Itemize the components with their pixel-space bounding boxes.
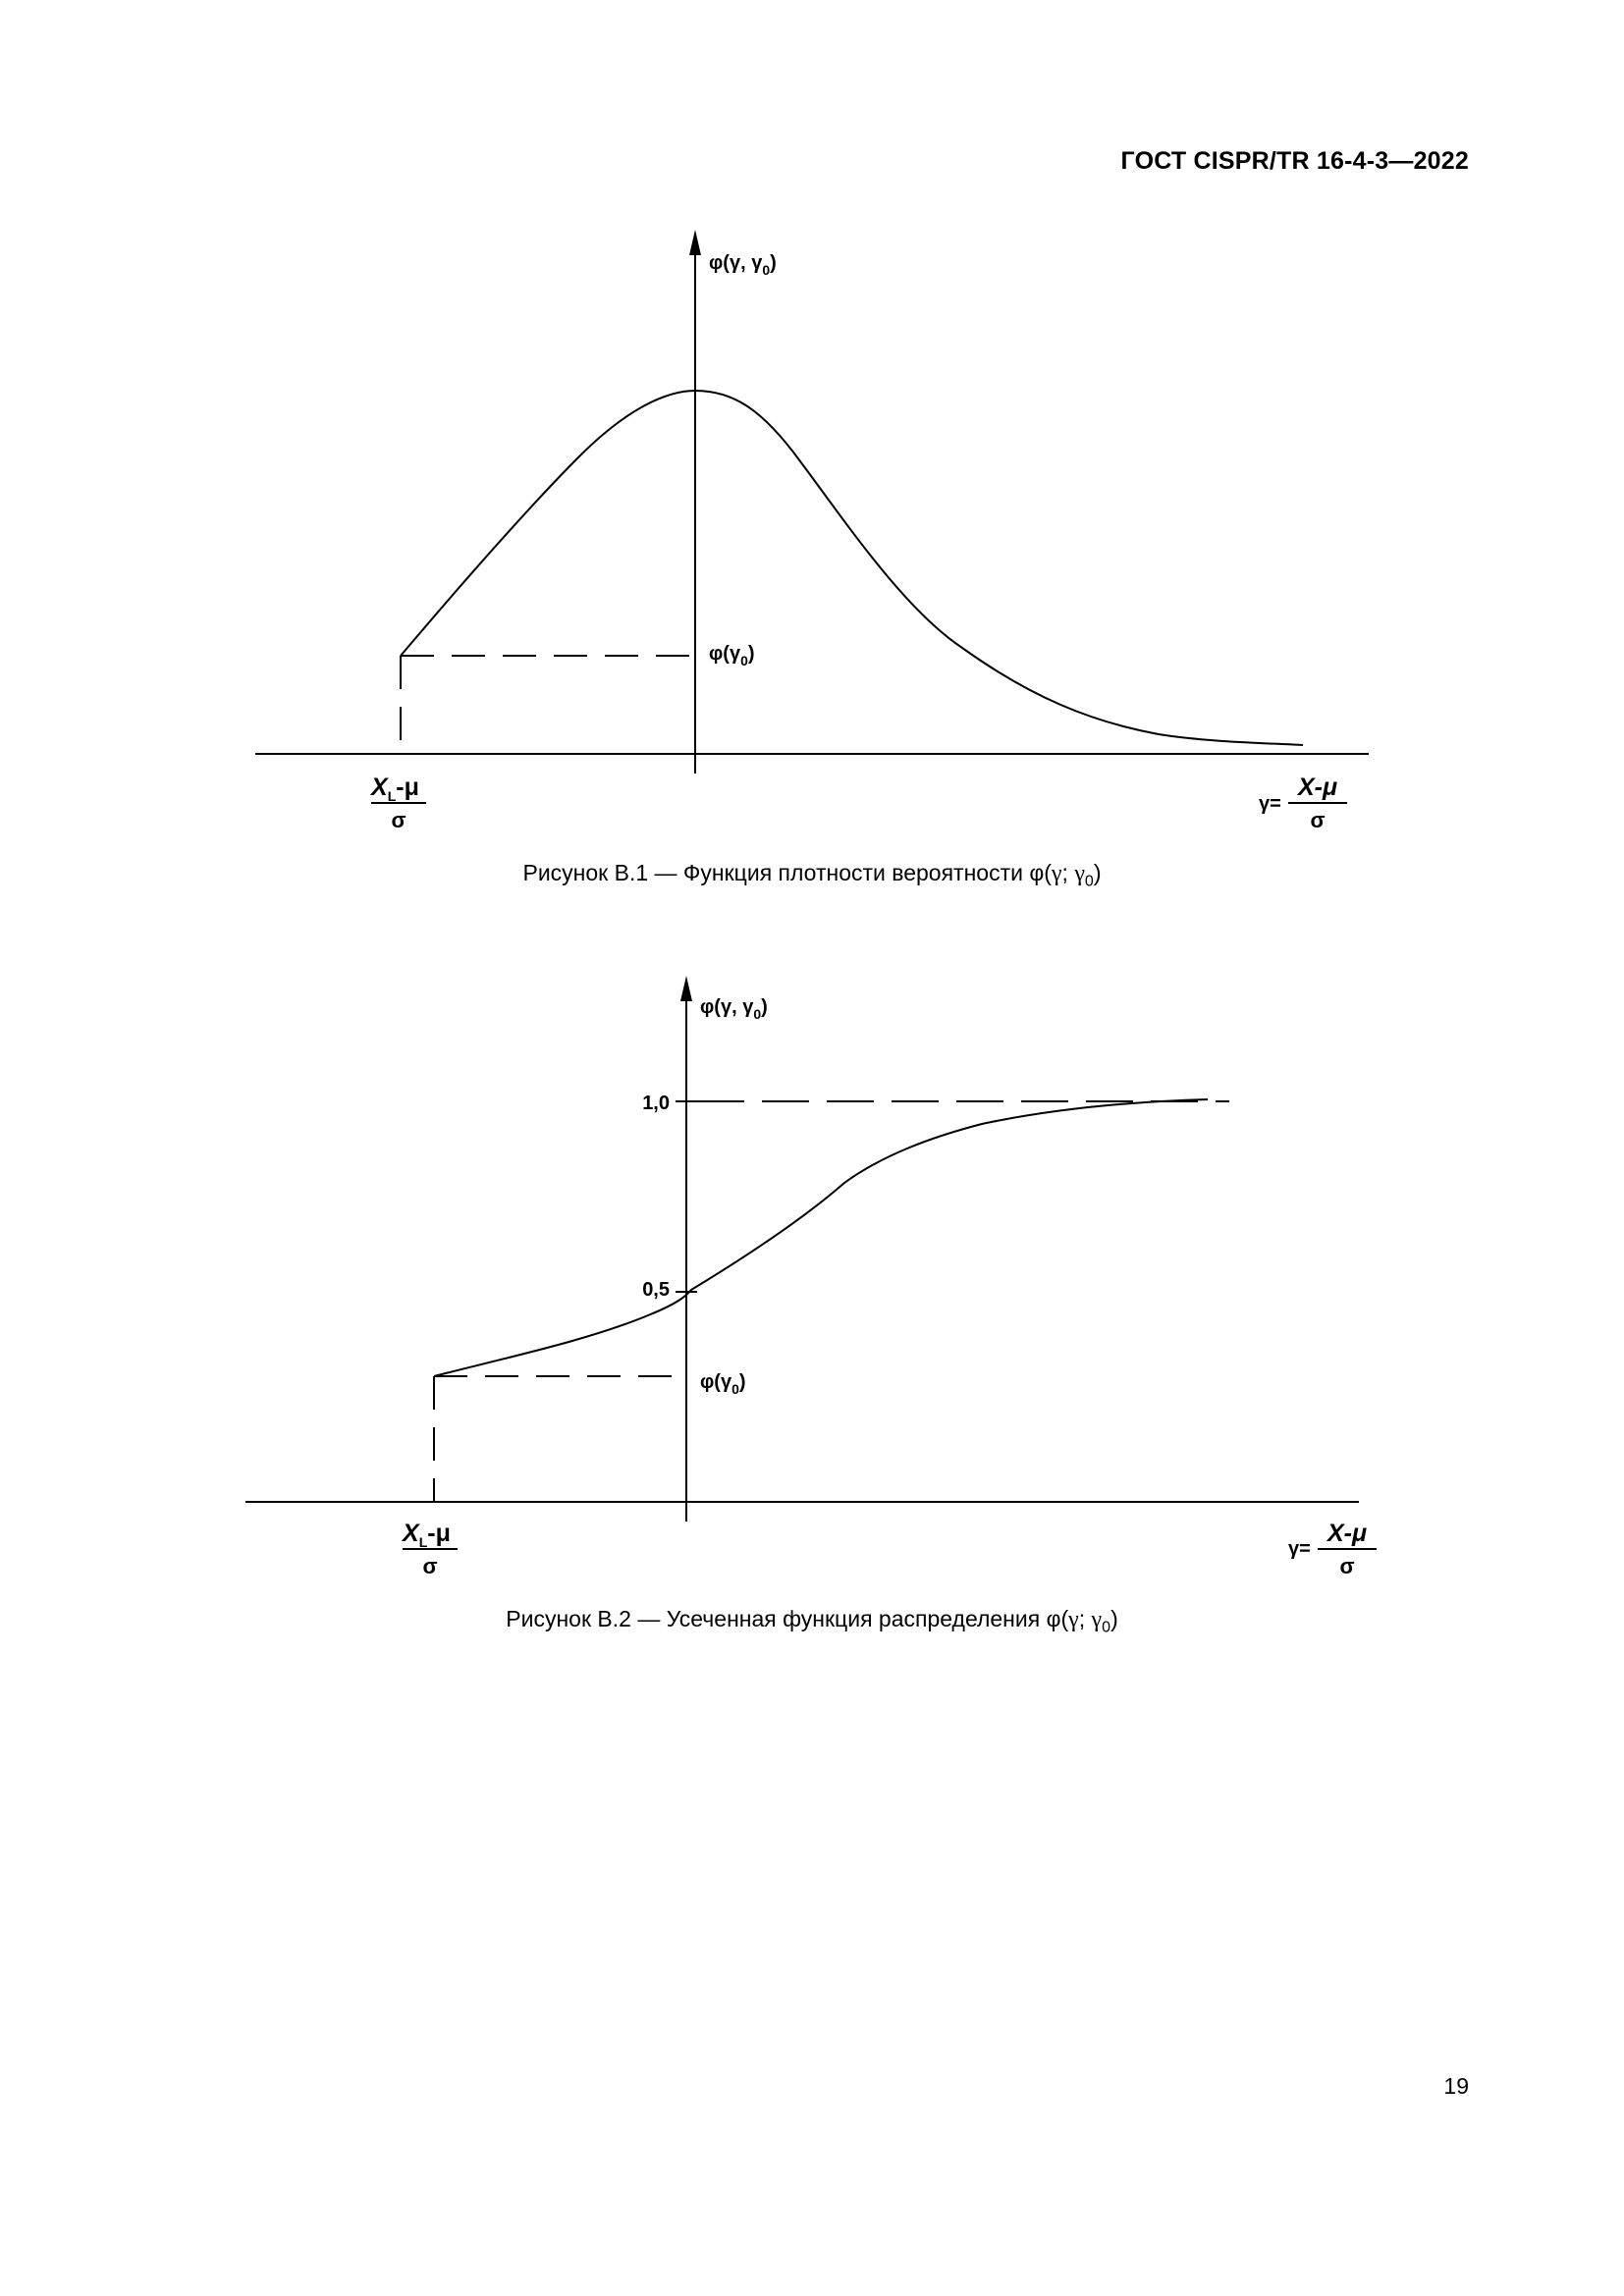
fig1-caption-text: Рисунок В.1 — Функция плотности вероятности φ( [522,860,1052,885]
fig2-caption-sub: 0 [1102,1619,1111,1636]
figure-b1-pdf-diagram [0,216,1624,844]
fig2-xl-fraction-numerator: $X_L-\mu$ [403,1520,451,1550]
fig1-y-axis-arrow [689,230,701,255]
fig1-y-axis-label: φ(γ, $\gamma_0$) [709,252,777,278]
page-number: 19 [1443,2073,1469,2099]
fig1-x-fraction-denominator: σ [1310,808,1326,832]
fig2-distribution-curve [434,1099,1208,1376]
fig2-caption-gamma0: γ [1091,1607,1103,1632]
fig2-tick-1-label: 1,0 [642,1093,670,1114]
fig2-caption-text: Рисунок В.2 — Усеченная функция распределения φ( [506,1606,1069,1631]
fig2-caption-gamma: γ [1068,1607,1079,1632]
fig1-caption-gamma: γ [1051,861,1062,886]
figure-b1-caption [0,860,1624,891]
fig1-x-fraction-numerator: X-μ [1297,774,1338,801]
fig1-caption-gamma0: γ [1074,861,1085,886]
fig2-gamma-equals: γ= [1288,1538,1311,1560]
fig1-caption-sub: 0 [1084,873,1094,890]
fig2-gamma0-label: $\varphi(\gamma_0)$ [700,1371,746,1397]
fig2-x-fraction-numerator: X-μ [1326,1520,1368,1547]
fig2-caption-close: ) [1110,1606,1118,1631]
fig1-xl-fraction-numerator: $X_L-\mu$ [371,774,419,804]
fig2-x-fraction-denominator: σ [1339,1554,1355,1578]
fig1-gamma0-label: $\varphi(\gamma_0)$ [709,643,755,668]
fig2-y-axis-arrow [680,976,692,1001]
fig1-caption-close: ) [1093,860,1102,885]
fig2-y-axis-label: φ(γ, $\gamma_0$) [700,996,768,1022]
figure-b2-cdf-diagram [0,962,1624,1610]
fig2-xl-fraction-denominator: σ [422,1554,438,1578]
fig2-tick-05-label: 0,5 [642,1279,670,1301]
fig2-caption-sep: ; [1078,1606,1092,1631]
fig1-gamma-equals: γ= [1259,793,1281,815]
document-code-header: ГОСТ CISPR/TR 16-4-3—2022 [1120,147,1469,175]
fig1-caption-sep: ; [1061,860,1075,885]
fig1-density-curve [401,391,1303,745]
figure-b2-caption [0,1606,1624,1637]
fig1-xl-fraction-denominator: σ [391,808,406,832]
